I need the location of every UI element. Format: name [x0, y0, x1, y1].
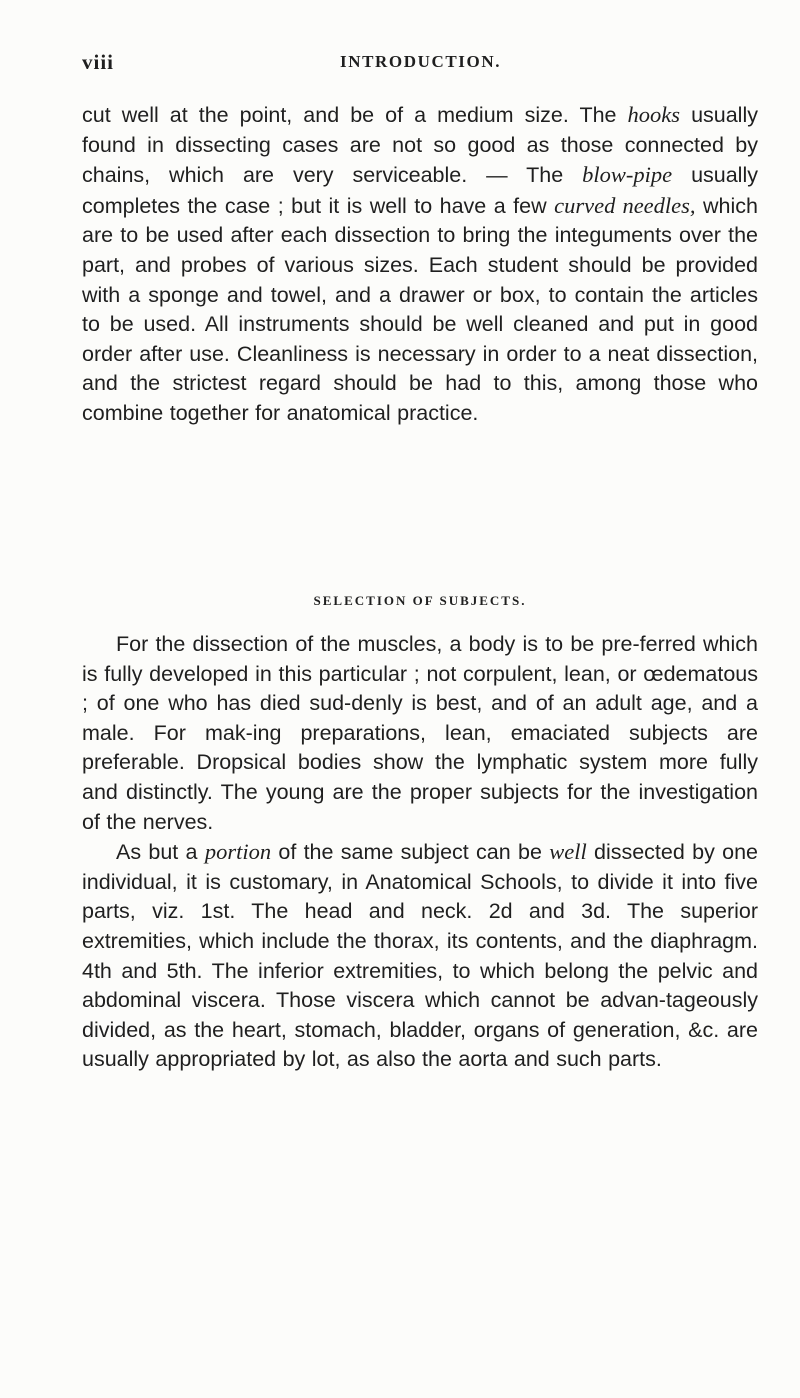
paragraph-instruments [82, 100, 758, 429]
body-text-bottom [82, 630, 758, 1075]
page-number: viii [82, 50, 115, 74]
paragraph-text: cut well at the point, and be of a medium size. The [82, 103, 628, 127]
body-text-top [82, 100, 758, 429]
section-heading: SELECTION OF SUBJECTS. [313, 593, 527, 608]
paragraph-text: As but a [116, 840, 205, 865]
paragraph-division-of-body [82, 837, 758, 1075]
paragraph-text: usually found in dissecting cases are not so good as those connected by chains, which are very serviceable. — The [82, 103, 758, 188]
paragraph-selection-of-subjects: For the dissection of the muscles, a body is to be pre-ferred which is fully developed in this particular ; not corpulent, lean, or œdematous ; of one who has died sud-denly is best, and of an adult age, and a male. For mak-ing preparations, lean, emaciated subjects are preferable. Dropsical bodies show the lymphatic system more fully and distinctly. The young are the proper subjects for the investigation of the nerves. [82, 632, 758, 834]
italic-term-blow-pipe: blow-pipe [582, 162, 673, 188]
italic-term-well: well [549, 839, 587, 865]
running-head-title: INTRODUCTION. [340, 52, 502, 71]
paragraph-text: dissected by one individual, it is customary, in Anatomical Schools, to divide it into five parts, viz. 1st. The head and neck. 2d and 3d. The superior extremities, which include the thorax, its contents, and the diaphragm. 4th and 5th. The inferior extremities, to which belong the pelvic and abdominal viscera. Those viscera which cannot be advan-tageously divided, as the heart, stomach, bladder, organs of generation, &c. are usually appropriated by lot, as also the aorta and such parts. [82, 840, 758, 1072]
italic-term-portion: portion [204, 839, 272, 865]
running-head [82, 50, 758, 78]
paragraph-text: of the same subject can be [271, 840, 550, 865]
italic-term-curved-needles: curved needles, [554, 192, 696, 218]
paragraph-text: which are to be used after each dissection to bring the integuments over the part, and probes of various sizes. Each student should be provided with a sponge and towel, and a drawer or box, to contain the articles to be used. All instruments should be well cleaned and put in good order after use. Cleanliness is necessary in order to a neat dissection, and the strictest regard should be had to this, among those who combine together for anatomical practice. [82, 193, 758, 425]
italic-term-hooks: hooks [627, 102, 681, 127]
paragraph-text: usually completes the case ; but it is well to have a few [82, 163, 758, 218]
